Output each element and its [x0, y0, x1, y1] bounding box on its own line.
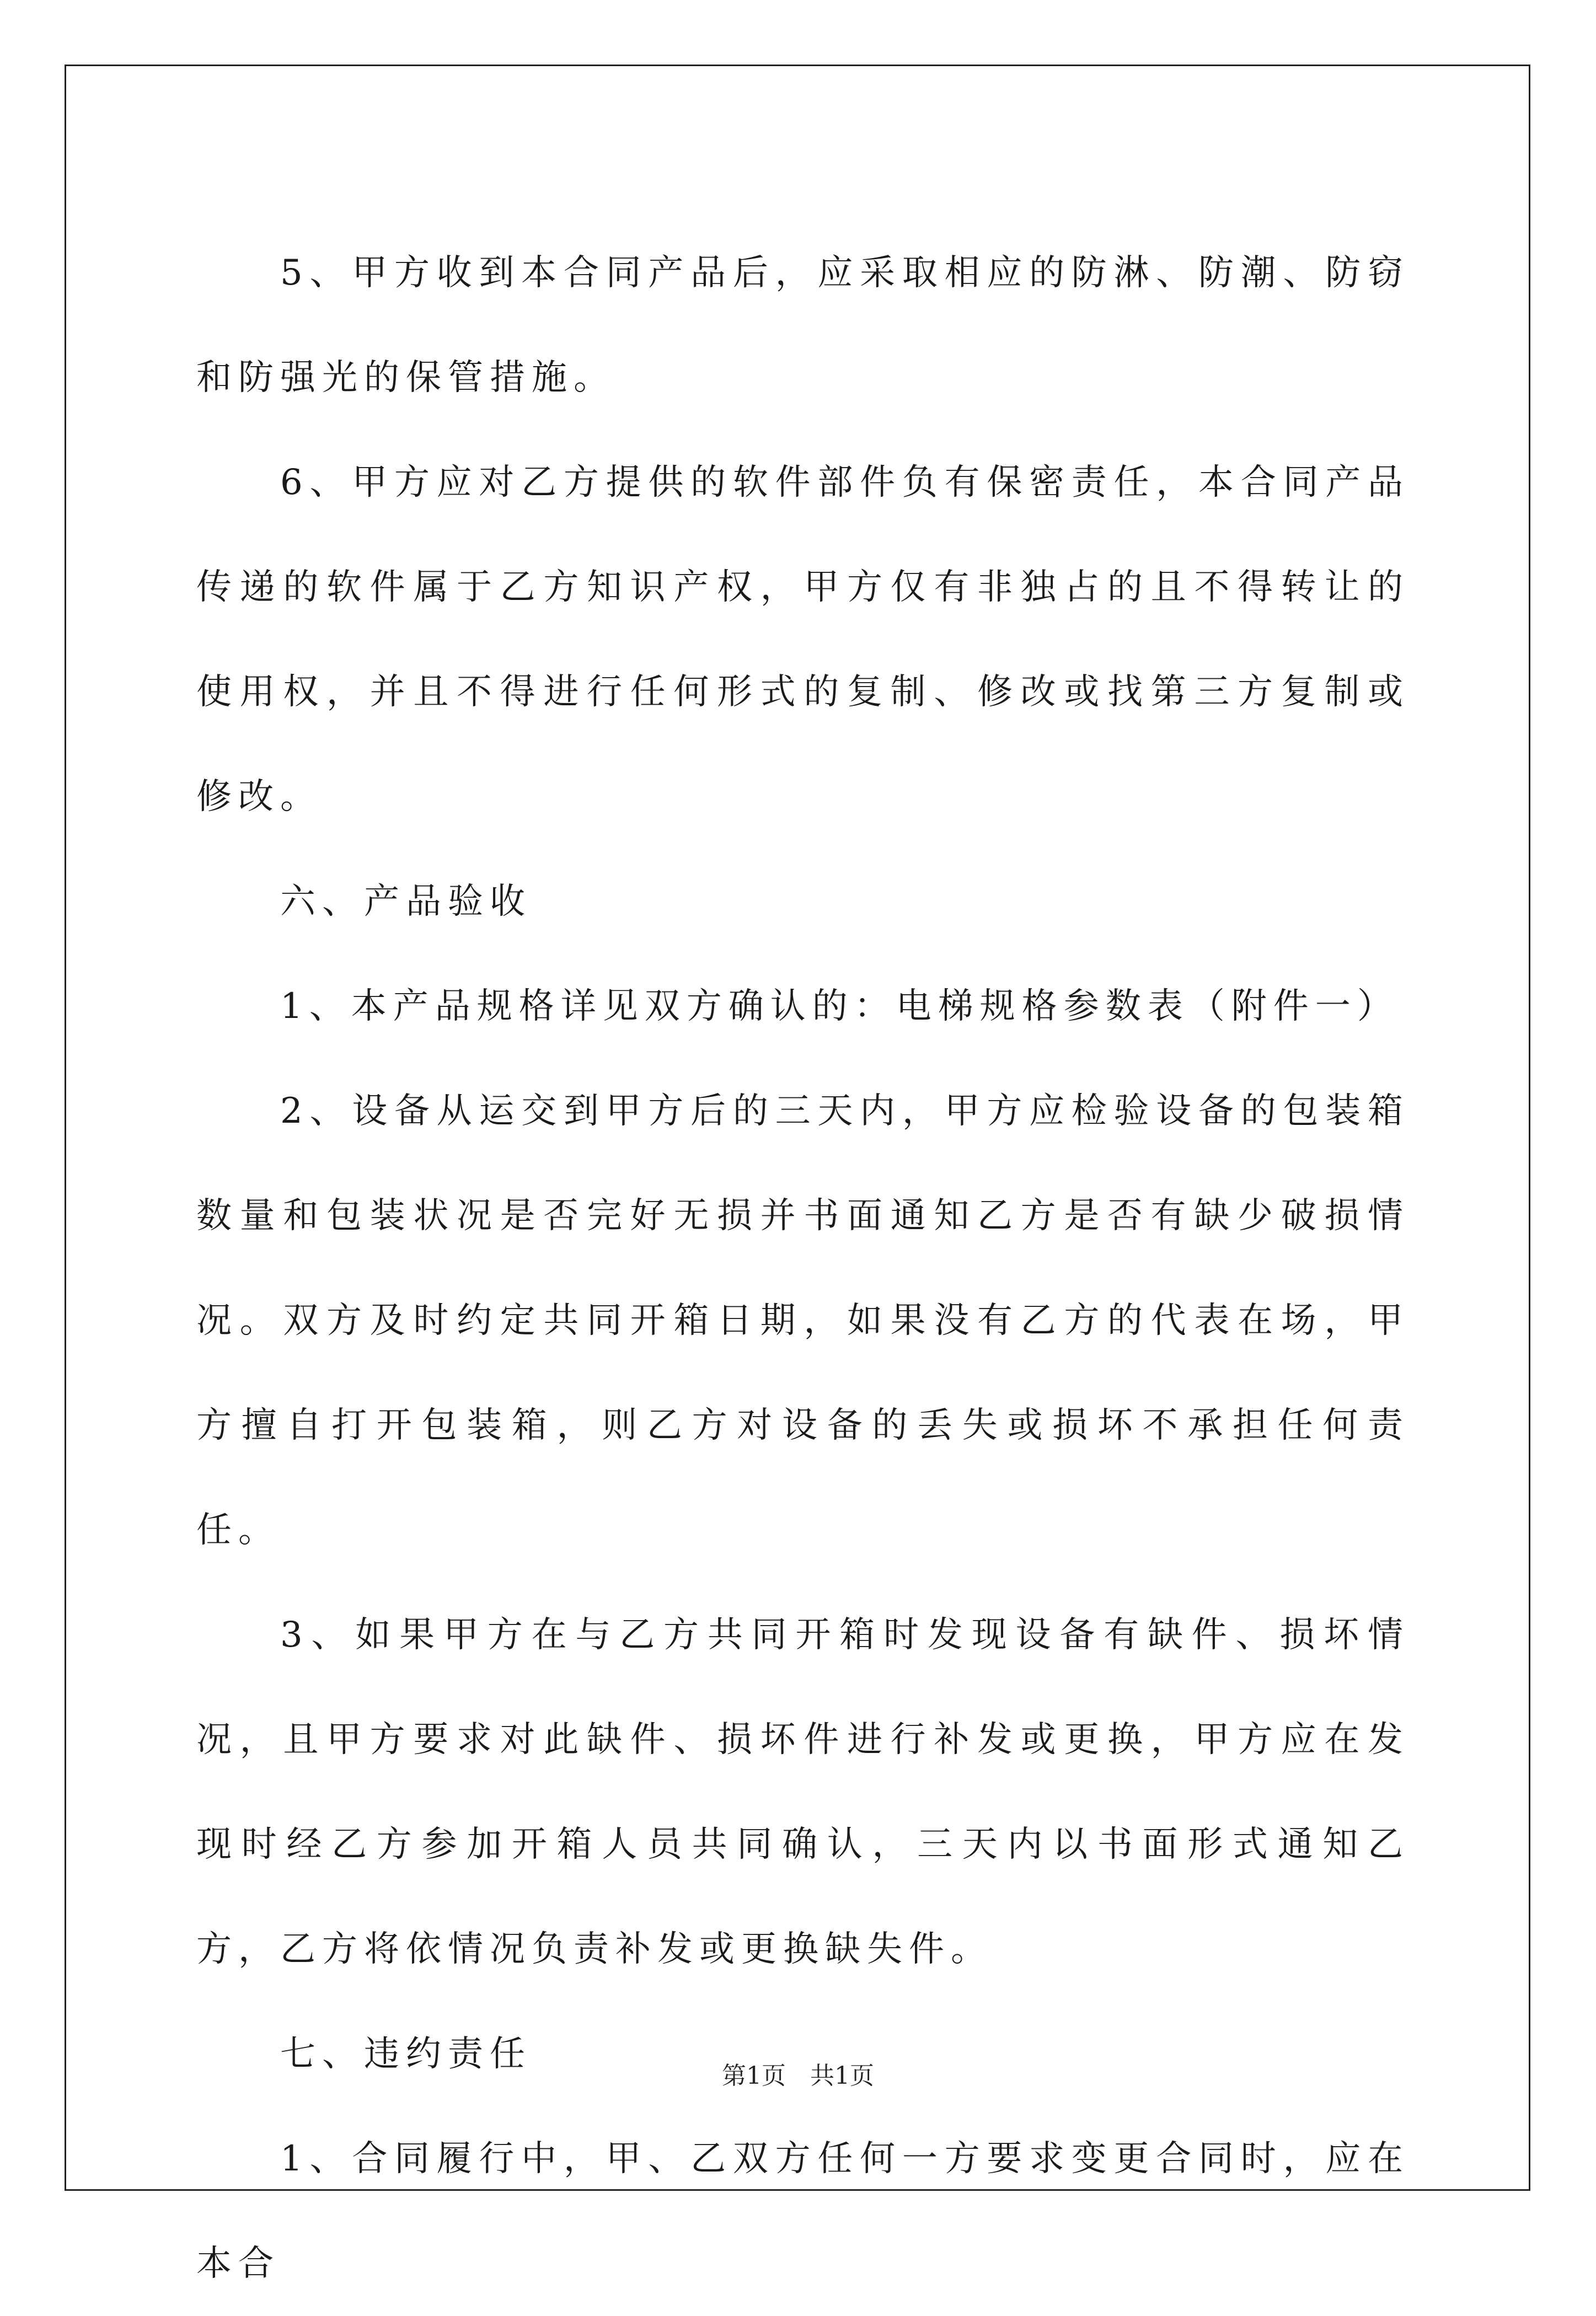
paragraph-acceptance-2: 2、设备从运交到甲方后的三天内，甲方应检验设备的包装箱数量和包装状况是否完好无损并书面通知乙方是否有缺少破损情况。双方及时约定共同开箱日期，如果没有乙方的代表在场，甲方擅自打开包装箱，则乙方对设备的丢失或损坏不承担任何责任。	[196, 1091, 1410, 1551]
document-body	[196, 221, 1410, 2316]
paragraph-clause-5: 5、甲方收到本合同产品后，应采取相应的防淋、防潮、防窃和防强光的保管措施。	[196, 253, 1410, 398]
section-heading-liability: 七、违约责任	[280, 2034, 532, 2074]
section-heading-acceptance: 六、产品验收	[280, 881, 532, 922]
paragraph-acceptance-3: 3、如果甲方在与乙方共同开箱时发现设备有缺件、损坏情况，且甲方要求对此缺件、损坏件进行补发或更换，甲方应在发现时经乙方参加开箱人员共同确认，三天内以书面形式通知乙方，乙方将依情况负责补发或更换缺失件。	[196, 1615, 1410, 1970]
paragraph-liability-1: 1、合同履行中，甲、乙双方任何一方要求变更合同时，应在本合	[196, 2138, 1410, 2284]
page-number-current: 第1页	[722, 2062, 786, 2090]
page-number-total: 共1页	[810, 2062, 874, 2090]
page-footer	[0, 2060, 1596, 2093]
paragraph-clause-6: 6、甲方应对乙方提供的软件部件负有保密责任，本合同产品传递的软件属于乙方知识产权，甲方仅有非独占的且不得转让的使用权，并且不得进行任何形式的复制、修改或找第三方复制或修改。	[196, 462, 1410, 817]
paragraph-acceptance-1: 1、本产品规格详见双方确认的：电梯规格参数表（附件一）	[280, 986, 1399, 1027]
